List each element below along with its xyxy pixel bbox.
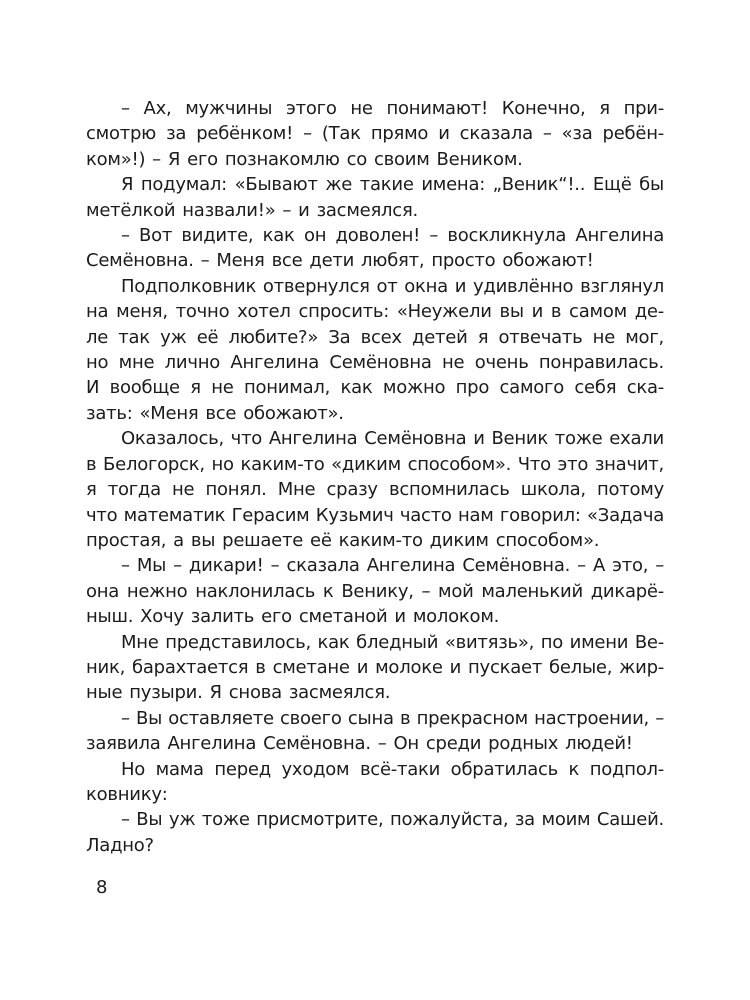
paragraph <box>86 757 664 808</box>
paragraph <box>86 807 664 858</box>
text-line: на меня, точно хотел спросить: «Неужели вы и в самом де- <box>86 301 664 323</box>
page-text-block <box>86 96 664 858</box>
paragraph <box>86 706 664 757</box>
text-line: ные пузыри. Я снова засмеялся. <box>86 682 391 704</box>
text-line: ле так уж её любите?» За всех детей я отвечать не мог, <box>86 326 664 348</box>
text-line: ныш. Хочу залить его сметаной и молоком. <box>86 606 500 628</box>
text-line: Мне представилось, как бледный «витязь», по имени Ве- <box>121 631 664 653</box>
text-line: – Мы – дикари! – сказала Ангелина Семёновна. – А это, – <box>121 555 664 577</box>
text-line: смотрю за ребёнком! – (Так прямо и сказала – «за ребён- <box>86 123 664 145</box>
paragraph <box>86 553 664 629</box>
text-line: ник, барахтается в сметане и молоке и пускает белые, жир- <box>86 656 664 678</box>
text-line: Я подумал: «Бывают же такие имена: „Веник“!.. Ещё бы <box>121 174 664 196</box>
text-line: Ладно? <box>86 834 154 856</box>
text-line: но мне лично Ангелина Семёновна не очень понравилась. <box>86 352 664 374</box>
text-line: Оказалось, что Ангелина Семёновна и Веник тоже ехали <box>121 428 664 450</box>
text-line: я тогда не понял. Мне сразу вспомнилась школа, потому <box>86 479 664 501</box>
text-line: простая, а вы решаете её каким-то диким способом». <box>86 529 600 551</box>
paragraph <box>86 172 664 223</box>
text-line: зать: «Меня все обожают». <box>86 402 344 424</box>
text-line: ковнику: <box>86 783 168 805</box>
text-line: заявила Ангелина Семёновна. – Он среди родных людей! <box>86 733 633 755</box>
text-line: в Белогорск, но каким-то «диким способом». Что это значит, <box>86 453 664 475</box>
text-line: – Вот видите, как он доволен! – воскликнула Ангелина <box>121 225 664 247</box>
text-line: Подполковник отвернулся от окна и удивлённо взглянул <box>121 275 664 297</box>
text-line: ком»!) – Я его познакомлю со своим Веником. <box>86 148 523 170</box>
text-line: – Ах, мужчины этого не понимают! Конечно, я при- <box>121 98 664 119</box>
page-number: 8 <box>96 877 108 898</box>
paragraph <box>86 96 664 172</box>
text-line: Но мама перед уходом всё-таки обратилась к подпол- <box>121 758 664 780</box>
text-line: И вообще я не понимал, как можно про самого себя ска- <box>86 377 664 399</box>
paragraph <box>86 274 664 426</box>
text-line: – Вы уж тоже присмотрите, пожалуйста, за моим Сашей. <box>121 809 664 831</box>
paragraph <box>86 426 664 553</box>
text-line: Семёновна. – Меня все дети любят, просто обожают! <box>86 250 594 272</box>
text-line: она нежно наклонилась к Венику, – мой маленький дикарё- <box>86 580 664 602</box>
paragraph <box>86 223 664 274</box>
text-line: – Вы оставляете своего сына в прекрасном настроении, – <box>121 707 664 729</box>
paragraph <box>86 630 664 706</box>
text-line: что математик Герасим Кузьмич часто нам говорил: «Задача <box>86 504 664 526</box>
text-line: метёлкой назвали!» – и засмеялся. <box>86 199 419 221</box>
